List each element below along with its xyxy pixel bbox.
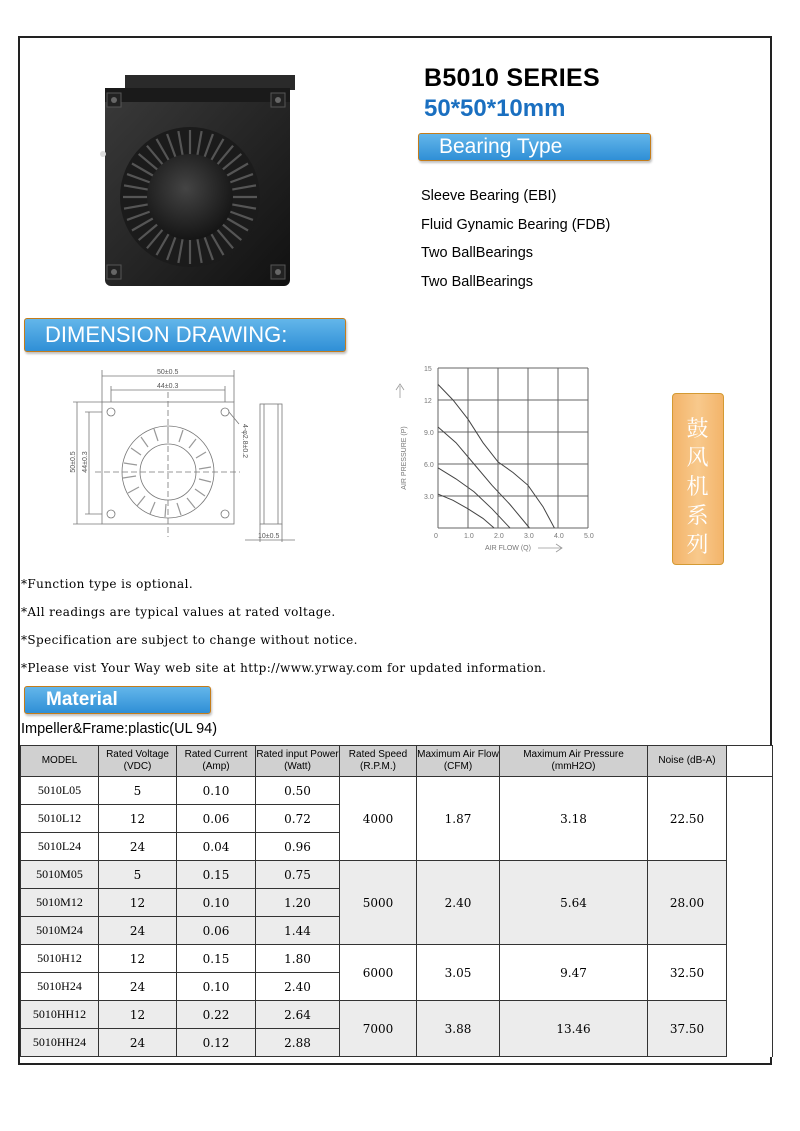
header-power: Rated input Power (Watt) <box>256 746 340 777</box>
x-tick-label: 5.0 <box>584 533 594 540</box>
header-blank <box>727 746 773 777</box>
cell-voltage: 5 <box>99 777 177 805</box>
cell-model: 5010L12 <box>21 805 99 833</box>
cell-voltage: 24 <box>99 973 177 1001</box>
cell-voltage: 24 <box>99 833 177 861</box>
size-subtitle: 50*50*10mm <box>424 95 566 122</box>
dim-width-hole: 44±0.3 <box>157 383 179 390</box>
material-heading <box>24 686 211 714</box>
performance-chart <box>390 358 610 558</box>
cell-current: 0.10 <box>177 777 256 805</box>
cell-power: 1.20 <box>256 889 340 917</box>
pressure-flow-curve <box>438 468 510 528</box>
y-tick-label: 3.0 <box>424 494 434 501</box>
blower-series-text <box>673 394 723 559</box>
pressure-flow-curve <box>438 494 494 528</box>
fan-product-photo <box>95 70 295 290</box>
cell-voltage: 12 <box>99 1001 177 1029</box>
cell-current: 0.10 <box>177 889 256 917</box>
header-flow: Maximum Air Flow (CFM) <box>417 746 500 777</box>
note-line: *All readings are typical values at rated voltage. <box>21 605 336 619</box>
blower-series-char: 风 <box>686 445 710 470</box>
cell-noise: 22.50 <box>648 777 727 861</box>
cell-current: 0.15 <box>177 861 256 889</box>
cell-current: 0.04 <box>177 833 256 861</box>
header-pressure: Maximum Air Pressure (mmH2O) <box>500 746 648 777</box>
cell-flow: 3.88 <box>417 1001 500 1057</box>
cell-current: 0.22 <box>177 1001 256 1029</box>
cell-power: 0.75 <box>256 861 340 889</box>
bearing-type-label: Bearing Type <box>439 135 563 158</box>
cell-power: 0.96 <box>256 833 340 861</box>
x-tick-label: 0 <box>434 533 438 540</box>
spec-table <box>20 745 773 1057</box>
cell-voltage: 5 <box>99 861 177 889</box>
cell-blank <box>727 861 773 945</box>
material-line: Impeller&Frame:plastic(UL 94) <box>21 721 218 737</box>
cell-power: 2.64 <box>256 1001 340 1029</box>
cell-current: 0.10 <box>177 973 256 1001</box>
cell-power: 2.40 <box>256 973 340 1001</box>
cell-current: 0.15 <box>177 945 256 973</box>
table-row <box>21 1001 773 1029</box>
header-model: MODEL <box>21 746 99 777</box>
cell-flow: 1.87 <box>417 777 500 861</box>
table-row <box>21 861 773 889</box>
x-tick-label: 2.0 <box>494 533 504 540</box>
header-noise: Noise (dB-A) <box>648 746 727 777</box>
y-tick-label: 15 <box>424 366 432 373</box>
bearing-type-heading <box>418 133 651 161</box>
dimension-drawing-heading <box>24 318 346 352</box>
cell-blank <box>727 777 773 861</box>
cell-current: 0.06 <box>177 917 256 945</box>
cell-speed: 6000 <box>340 945 417 1001</box>
table-header-row <box>21 746 773 777</box>
cell-noise: 37.50 <box>648 1001 727 1057</box>
bearing-item: Two BallBearings <box>421 273 534 290</box>
note-line: *Specification are subject to change without notice. <box>21 633 358 647</box>
pressure-flow-curve <box>438 427 530 528</box>
cell-pressure: 5.64 <box>500 861 648 945</box>
dimension-drawing-label: DIMENSION DRAWING: <box>45 322 288 347</box>
y-tick-label: 6.0 <box>424 462 434 469</box>
x-tick-label: 3.0 <box>524 533 534 540</box>
cell-flow: 2.40 <box>417 861 500 945</box>
cell-power: 1.80 <box>256 945 340 973</box>
blower-series-char: 鼓 <box>686 416 710 441</box>
cell-model: 5010M24 <box>21 917 99 945</box>
cell-noise: 28.00 <box>648 861 727 945</box>
blower-series-char: 机 <box>686 474 710 499</box>
y-tick-label: 12 <box>424 398 432 405</box>
chart-curves <box>438 384 554 528</box>
cell-pressure: 3.18 <box>500 777 648 861</box>
cell-current: 0.12 <box>177 1029 256 1057</box>
header-speed: Rated Speed (R.P.M.) <box>340 746 417 777</box>
cell-current: 0.06 <box>177 805 256 833</box>
cell-blank <box>727 1001 773 1057</box>
x-tick-label: 4.0 <box>554 533 564 540</box>
note-line: *Function type is optional. <box>21 577 194 591</box>
dimension-drawing <box>65 362 305 552</box>
material-heading-label: Material <box>46 689 118 710</box>
cell-power: 0.50 <box>256 777 340 805</box>
header-voltage: Rated Voltage (VDC) <box>99 746 177 777</box>
blower-series-char: 系 <box>686 503 710 528</box>
cell-pressure: 13.46 <box>500 1001 648 1057</box>
chart-tick-labels <box>424 366 594 540</box>
pressure-flow-curve <box>438 384 554 528</box>
cell-model: 5010HH24 <box>21 1029 99 1057</box>
cell-model: 5010HH12 <box>21 1001 99 1029</box>
bearing-item: Fluid Gynamic Bearing (FDB) <box>421 216 611 233</box>
header-current: Rated Current (Amp) <box>177 746 256 777</box>
cell-power: 2.88 <box>256 1029 340 1057</box>
bearing-type-list <box>421 182 610 296</box>
note-line: *Please vist Your Way web site at http://www.yrway.com for updated information. <box>21 661 547 675</box>
cell-flow: 3.05 <box>417 945 500 1001</box>
bearing-item: Two BallBearings <box>421 245 534 261</box>
cell-speed: 7000 <box>340 1001 417 1057</box>
bearing-item: Sleeve Bearing (EBI) <box>421 188 557 204</box>
cell-voltage: 12 <box>99 805 177 833</box>
blower-series-char: 列 <box>686 532 710 557</box>
cell-model: 5010H24 <box>21 973 99 1001</box>
cell-speed: 5000 <box>340 861 417 945</box>
cell-speed: 4000 <box>340 777 417 861</box>
table-row <box>21 945 773 973</box>
table-row <box>21 777 773 805</box>
cell-voltage: 24 <box>99 917 177 945</box>
cell-noise: 32.50 <box>648 945 727 1001</box>
cell-voltage: 12 <box>99 889 177 917</box>
dim-width-outer: 50±0.5 <box>157 369 179 376</box>
cell-model: 5010M05 <box>21 861 99 889</box>
cell-model: 5010L05 <box>21 777 99 805</box>
series-title: B5010 SERIES <box>424 64 600 92</box>
spec-table-body <box>21 777 773 1057</box>
blower-series-tag <box>672 393 724 565</box>
dim-thickness: 10±0.5 <box>258 533 280 540</box>
y-tick-label: 9.0 <box>424 430 434 437</box>
chart-y-label: AIR PRESSURE (P) <box>401 426 408 490</box>
cell-model: 5010H12 <box>21 945 99 973</box>
cell-power: 0.72 <box>256 805 340 833</box>
chart-x-label: AIR FLOW (Q) <box>485 545 531 552</box>
x-tick-label: 1.0 <box>464 533 474 540</box>
cell-pressure: 9.47 <box>500 945 648 1001</box>
cell-model: 5010M12 <box>21 889 99 917</box>
dim-height-hole: 44±0.3 <box>82 451 89 473</box>
cell-model: 5010L24 <box>21 833 99 861</box>
cell-voltage: 24 <box>99 1029 177 1057</box>
dim-hole-spec: 4-φ2.8±0.2 <box>241 424 248 459</box>
cell-blank <box>727 945 773 1001</box>
cell-power: 1.44 <box>256 917 340 945</box>
cell-voltage: 12 <box>99 945 177 973</box>
dim-height-outer: 50±0.5 <box>70 451 77 473</box>
